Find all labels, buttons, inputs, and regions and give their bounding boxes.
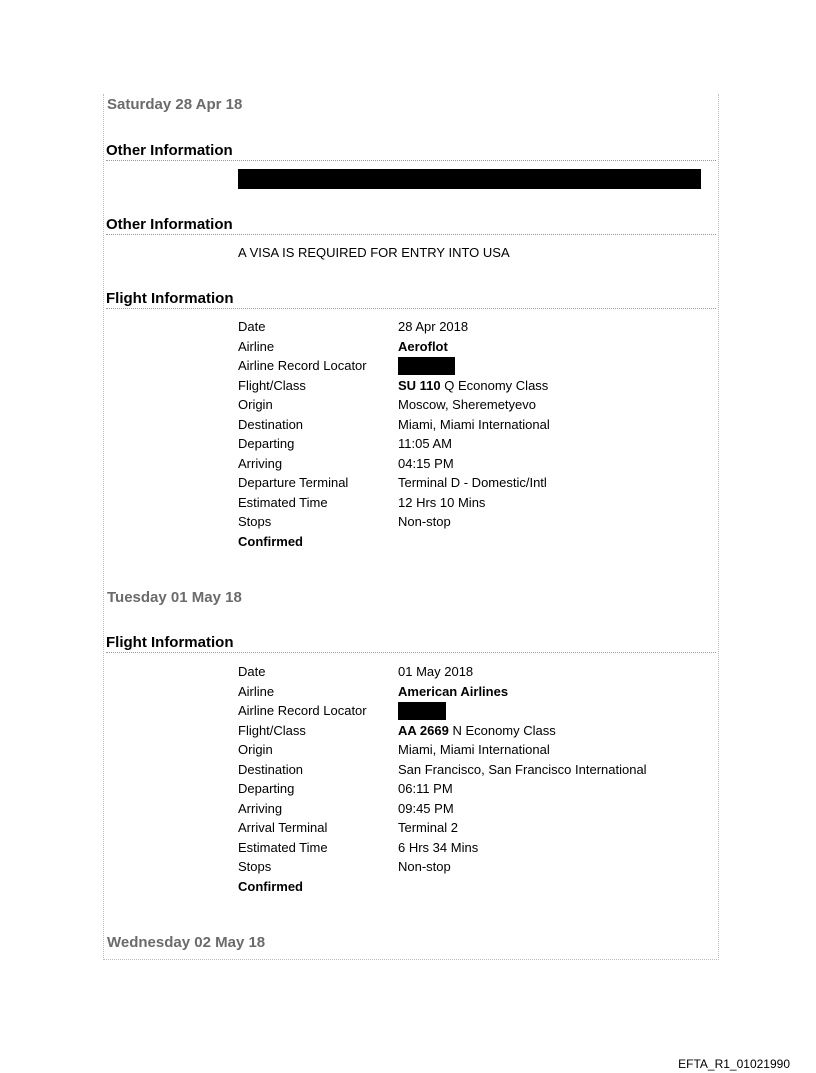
detail-row-estimated-time bbox=[238, 494, 708, 514]
detail-row-arriving bbox=[238, 800, 708, 820]
detail-row-flight-class bbox=[238, 722, 708, 742]
detail-value: 09:45 PM bbox=[398, 800, 454, 816]
detail-row-record-locator bbox=[238, 702, 708, 722]
detail-row-departing bbox=[238, 780, 708, 800]
detail-value: 06:11 PM bbox=[398, 781, 453, 796]
flight-number: SU 110 bbox=[398, 377, 441, 393]
day-header: Tuesday 01 May 18 bbox=[107, 589, 242, 606]
redacted-block bbox=[238, 169, 701, 189]
flight-details-2 bbox=[238, 663, 708, 897]
detail-label: Destination bbox=[238, 416, 304, 432]
detail-row-terminal bbox=[238, 819, 708, 839]
detail-label: Stops bbox=[238, 859, 272, 874]
detail-value: 12 Hrs 10 Mins bbox=[398, 494, 486, 510]
detail-value: Terminal D - Domestic/Intl bbox=[398, 475, 547, 490]
redacted-block bbox=[398, 702, 446, 720]
record-locator-value bbox=[398, 357, 455, 375]
detail-value: Miami, Miami International bbox=[398, 416, 550, 432]
booking-status: Confirmed bbox=[238, 533, 303, 549]
detail-value: 01 May 2018 bbox=[398, 664, 474, 679]
record-locator-value bbox=[398, 702, 446, 720]
detail-label: Stops bbox=[238, 514, 272, 529]
section-title-flight-information: Flight Information bbox=[106, 634, 716, 653]
detail-label: Airline bbox=[238, 683, 275, 699]
detail-label: Airline Record Locator bbox=[238, 703, 367, 718]
detail-row-origin bbox=[238, 396, 708, 416]
detail-row-airline bbox=[238, 683, 708, 703]
flight-class-value bbox=[398, 377, 548, 394]
document-id: EFTA_R1_01021990 bbox=[678, 1057, 790, 1071]
detail-row-flight-class bbox=[238, 377, 708, 397]
detail-label: Arriving bbox=[238, 800, 283, 816]
detail-value: Terminal 2 bbox=[398, 820, 458, 835]
detail-label: Departing bbox=[238, 781, 295, 796]
section-title-other-information: Other Information bbox=[106, 216, 716, 235]
detail-row-record-locator bbox=[238, 357, 708, 377]
detail-label: Date bbox=[238, 319, 266, 334]
detail-label: Destination bbox=[238, 761, 304, 777]
detail-value: Moscow, Sheremetyevo bbox=[398, 397, 537, 412]
detail-label: Flight/Class bbox=[238, 377, 306, 393]
detail-label: Origin bbox=[238, 742, 273, 757]
detail-label: Origin bbox=[238, 397, 273, 412]
detail-label: Flight/Class bbox=[238, 722, 306, 738]
detail-row-origin bbox=[238, 741, 708, 761]
section-title-other-information: Other Information bbox=[106, 142, 716, 161]
redacted-block bbox=[398, 357, 455, 375]
detail-value: Miami, Miami International bbox=[398, 742, 550, 757]
detail-row-airline bbox=[238, 338, 708, 358]
detail-label: Date bbox=[238, 664, 266, 679]
detail-value: 04:15 PM bbox=[398, 455, 454, 471]
detail-row-estimated-time bbox=[238, 839, 708, 859]
detail-value: Non-stop bbox=[398, 859, 451, 874]
day-header: Saturday 28 Apr 18 bbox=[107, 96, 243, 113]
fare-class: Q Economy Class bbox=[440, 377, 549, 393]
airline-name: American Airlines bbox=[398, 683, 509, 699]
detail-row-terminal bbox=[238, 474, 708, 494]
detail-value: San Francisco, San Francisco International bbox=[398, 761, 647, 777]
airline-name: Aeroflot bbox=[398, 338, 448, 354]
section-title-flight-information: Flight Information bbox=[106, 290, 716, 309]
fare-class: N Economy Class bbox=[448, 722, 556, 738]
detail-row-status bbox=[238, 533, 708, 553]
detail-label: Arrival Terminal bbox=[238, 820, 328, 835]
detail-label: Airline bbox=[238, 338, 275, 354]
detail-label: Departure Terminal bbox=[238, 475, 349, 490]
detail-row-destination bbox=[238, 416, 708, 436]
detail-label: Departing bbox=[238, 436, 295, 451]
detail-row-date bbox=[238, 318, 708, 338]
day-header: Wednesday 02 May 18 bbox=[107, 934, 266, 951]
detail-row-stops bbox=[238, 513, 708, 533]
visa-notice: A VISA IS REQUIRED FOR ENTRY INTO USA bbox=[238, 245, 510, 260]
detail-label: Estimated Time bbox=[238, 839, 328, 855]
flight-number: AA 2669 bbox=[398, 722, 449, 738]
detail-row-arriving bbox=[238, 455, 708, 475]
detail-value: 28 Apr 2018 bbox=[398, 319, 469, 334]
detail-value: 6 Hrs 34 Mins bbox=[398, 839, 479, 855]
detail-value: Non-stop bbox=[398, 514, 451, 529]
detail-row-status bbox=[238, 878, 708, 898]
detail-label: Estimated Time bbox=[238, 494, 328, 510]
detail-label: Airline Record Locator bbox=[238, 358, 367, 373]
flight-details-1 bbox=[238, 318, 708, 552]
detail-row-departing bbox=[238, 435, 708, 455]
detail-row-date bbox=[238, 663, 708, 683]
detail-label: Arriving bbox=[238, 455, 283, 471]
detail-value: 11:05 AM bbox=[398, 436, 452, 451]
flight-class-value bbox=[398, 722, 556, 739]
booking-status: Confirmed bbox=[238, 878, 303, 894]
detail-row-stops bbox=[238, 858, 708, 878]
detail-row-destination bbox=[238, 761, 708, 781]
